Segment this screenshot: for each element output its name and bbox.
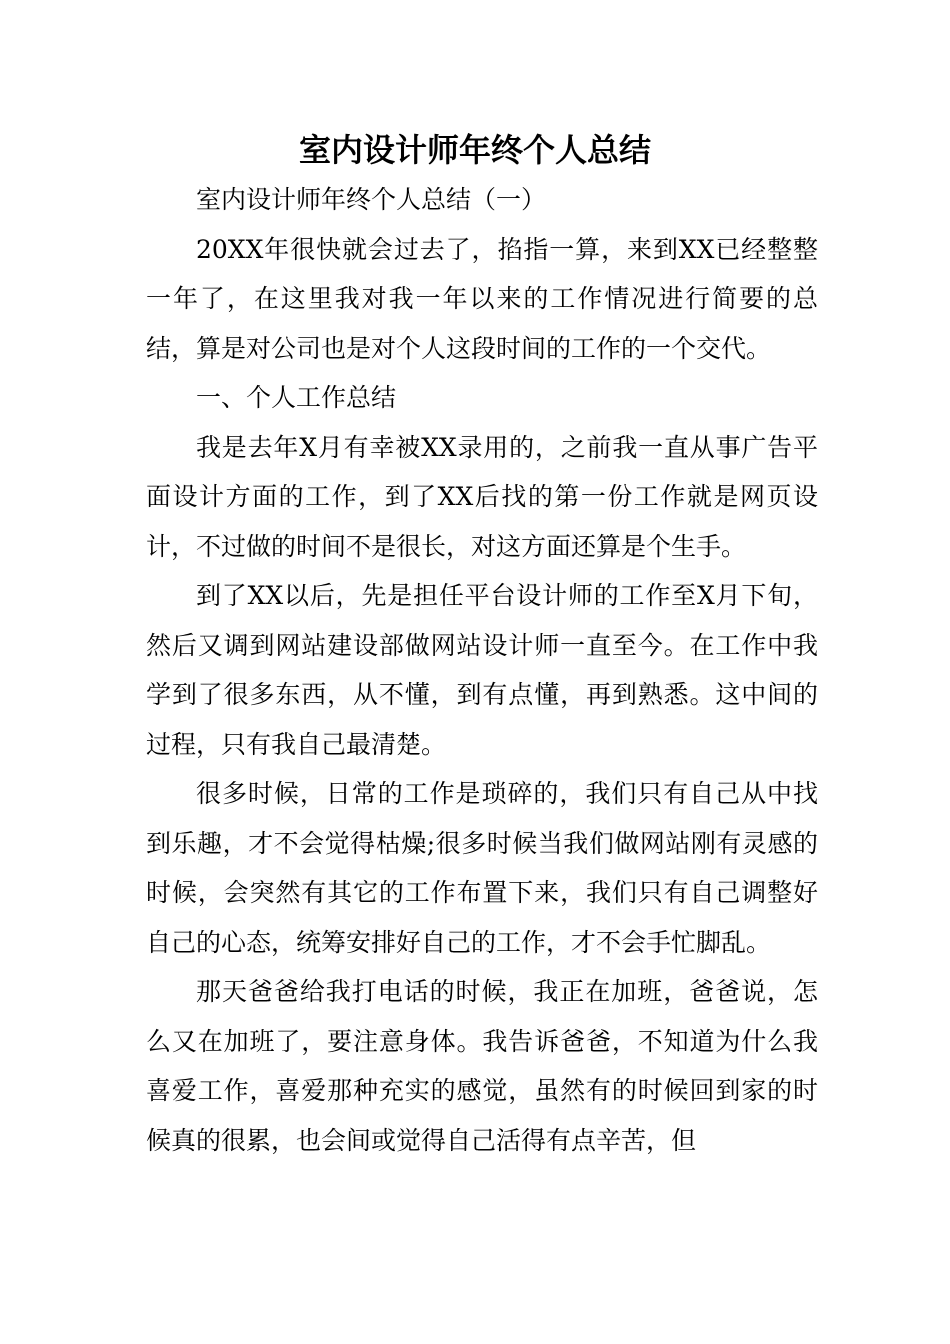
section-subtitle: 室内设计师年终个人总结（一） (196, 185, 547, 214)
paragraph: 到了XX以后，先是担任平台设计师的工作至X月下旬，然后又调到网站建设部做网站设计师一直至今。在工作中我学到了很多东西，从不懂，到有点懂，再到熟悉。这中间的过程，只有我自己最清楚。 (146, 581, 818, 759)
document-title: 室内设计师年终个人总结 (298, 131, 651, 169)
paragraph: 很多时候，日常的工作是琐碎的，我们只有自己从中找到乐趣，才不会觉得枯燥;很多时候当我们做网站刚有灵感的时候，会突然有其它的工作布置下来，我们只有自己调整好自己的心态，统筹安排好自己的工作，才不会手忙脚乱。 (146, 779, 818, 957)
section-heading: 一、个人工作总结 (196, 383, 397, 412)
document-body (146, 175, 818, 1165)
paragraph: 我是去年X月有幸被XX录用的，之前我一直从事广告平面设计方面的工作，到了XX后找的第一份工作就是网页设计，不过做的时间不是很长，对这方面还算是个生手。 (146, 432, 818, 561)
paragraph: 那天爸爸给我打电话的时候，我正在加班，爸爸说，怎么又在加班了，要注意身体。我告诉爸爸，不知道为什么我喜爱工作，喜爱那种充实的感觉，虽然有的时候回到家的时候真的很累，也会间或觉得自己活得有点辛苦，但 (146, 977, 818, 1155)
paragraph-intro: 20XX年很快就会过去了，掐指一算，来到XX已经整整一年了，在这里我对我一年以来的工作情况进行简要的总结，算是对公司也是对个人这段时间的工作的一个交代。 (146, 234, 818, 363)
